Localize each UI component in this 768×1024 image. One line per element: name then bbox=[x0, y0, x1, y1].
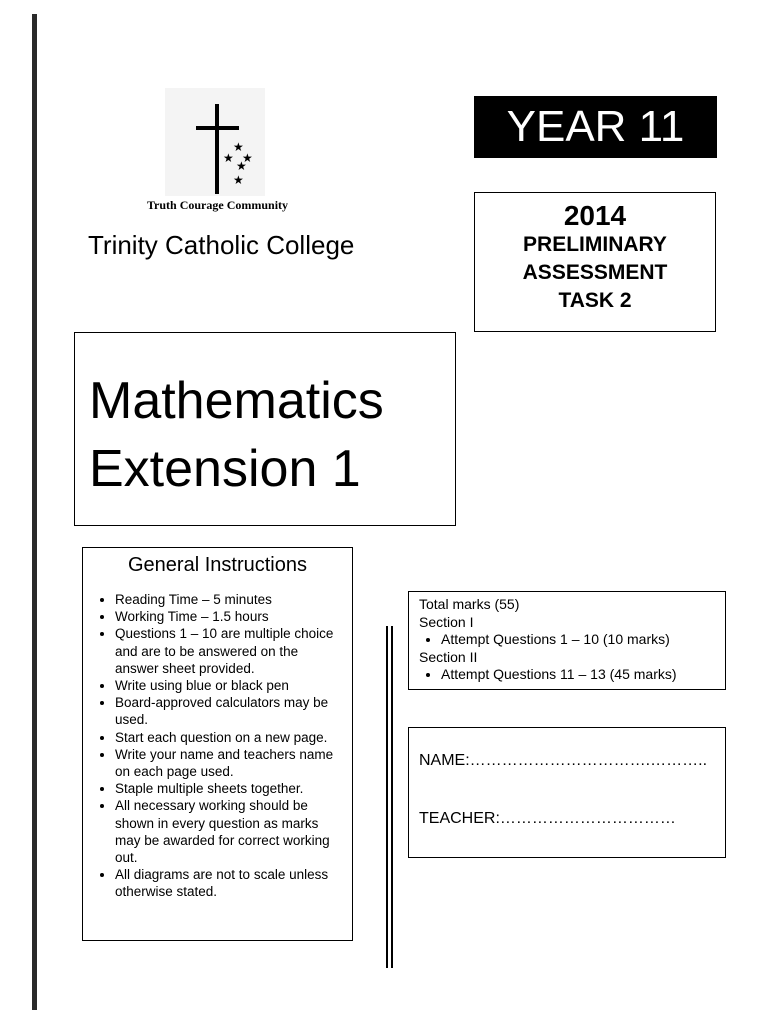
list-item: • Attempt Questions 11 – 13 (45 marks) bbox=[441, 666, 715, 684]
list-item: • Staple multiple sheets together. bbox=[115, 780, 340, 797]
svg-text:★: ★ bbox=[242, 151, 253, 165]
list-item: • Write using blue or black pen bbox=[115, 677, 340, 694]
general-instructions-box bbox=[82, 547, 353, 941]
list-item: • All diagrams are not to scale unless otherwise stated. bbox=[115, 866, 340, 900]
list-item: • Questions 1 – 10 are multiple choice and are to be answered on the answer sheet provided. bbox=[115, 625, 340, 677]
college-name: Trinity Catholic College bbox=[88, 230, 355, 260]
student-details-box bbox=[408, 727, 726, 858]
task-line-3: TASK 2 bbox=[558, 289, 632, 312]
double-vertical-rule bbox=[386, 626, 393, 968]
teacher-field[interactable]: TEACHER:…………………………… bbox=[419, 810, 676, 827]
subject-title-box bbox=[74, 332, 456, 526]
instructions-list bbox=[83, 591, 352, 901]
marks-summary-box bbox=[408, 591, 726, 690]
section-2-list bbox=[419, 666, 715, 684]
college-logo bbox=[135, 88, 300, 218]
task-line-2: ASSESSMENT bbox=[522, 261, 668, 284]
svg-text:★: ★ bbox=[223, 151, 234, 165]
list-item: • Attempt Questions 1 – 10 (10 marks) bbox=[441, 631, 715, 649]
general-instructions-title: General Instructions bbox=[128, 554, 307, 576]
subject-title-line-2: Extension 1 bbox=[89, 440, 361, 498]
svg-text:★: ★ bbox=[233, 140, 244, 154]
section-1-list bbox=[419, 631, 715, 649]
logo-motto: Truth Courage Community bbox=[146, 198, 289, 212]
list-item: • Write your name and teachers name on each page used. bbox=[115, 746, 340, 780]
year-label: YEAR 11 bbox=[474, 96, 717, 158]
list-item: • Board-approved calculators may be used. bbox=[115, 694, 340, 728]
list-item: • Reading Time – 5 minutes bbox=[115, 591, 340, 608]
subject-title-line-1: Mathematics bbox=[89, 372, 384, 430]
list-item: • Start each question on a new page. bbox=[115, 729, 340, 746]
cross-stars-icon bbox=[165, 88, 265, 196]
section-2-label: Section II bbox=[419, 648, 478, 665]
total-marks: Total marks (55) bbox=[419, 596, 520, 612]
svg-text:★: ★ bbox=[233, 173, 244, 187]
left-margin-rule bbox=[32, 14, 37, 1010]
name-field[interactable]: NAME:…………………………….……….. bbox=[419, 752, 708, 769]
task-year: 2014 bbox=[563, 200, 627, 231]
list-item: • All necessary working should be shown in every question as marks may be awarded for correct working out. bbox=[115, 797, 340, 866]
list-item: • Working Time – 1.5 hours bbox=[115, 608, 340, 625]
section-1-label: Section I bbox=[419, 613, 474, 630]
task-line-1: PRELIMINARY bbox=[523, 233, 667, 256]
assessment-task-box bbox=[474, 192, 716, 332]
svg-text:★: ★ bbox=[236, 159, 247, 173]
